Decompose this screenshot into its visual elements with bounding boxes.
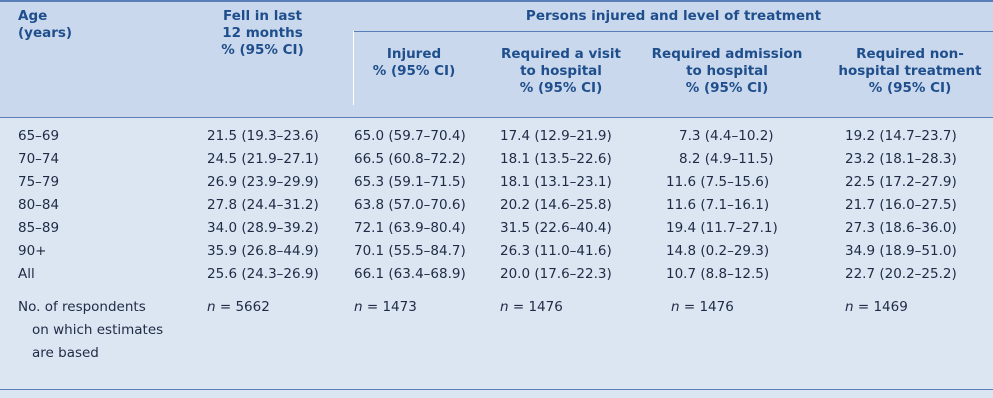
header-visit-line3: % (95% CI) xyxy=(519,80,603,96)
header-injured-line1: Injured xyxy=(386,46,442,62)
header-admission xyxy=(644,46,810,97)
table-row xyxy=(0,194,993,217)
n-value: = 1473 xyxy=(366,299,417,315)
cell-fell: 27.8 (24.4–31.2) xyxy=(207,197,319,213)
cell-nonhospital: 22.5 (17.2–27.9) xyxy=(845,174,957,190)
header-age-line1: Age xyxy=(18,8,48,24)
n-symbol: n xyxy=(354,299,363,315)
cell-admission: 7.3 (4.4–10.2) xyxy=(679,128,774,144)
cell-n-injured xyxy=(354,296,417,319)
cell-visit: 18.1 (13.5–22.6) xyxy=(500,151,612,167)
cell-fell: 24.5 (21.9–27.1) xyxy=(207,151,319,167)
top-rule xyxy=(0,0,993,2)
cell-age: 65–69 xyxy=(18,128,60,144)
table-row xyxy=(0,263,993,286)
cell-fell: 25.6 (24.3–26.9) xyxy=(207,266,319,282)
cell-nonhospital: 21.7 (16.0–27.5) xyxy=(845,197,957,213)
cell-injured: 72.1 (63.9–80.4) xyxy=(354,220,466,236)
cell-nonhospital: 27.3 (18.6–36.0) xyxy=(845,220,957,236)
cell-n-visit xyxy=(500,296,563,319)
cell-admission: 19.4 (11.7–27.1) xyxy=(666,220,778,236)
n-symbol: n xyxy=(500,299,509,315)
cell-age: 80–84 xyxy=(18,197,60,213)
n-value: = 1476 xyxy=(512,299,563,315)
cell-fell: 34.0 (28.9–39.2) xyxy=(207,220,319,236)
cell-nonhospital: 22.7 (20.2–25.2) xyxy=(845,266,957,282)
header-nonhospital-line1: Required non- xyxy=(856,46,964,62)
cell-injured: 70.1 (55.5–84.7) xyxy=(354,243,466,259)
cell-visit: 20.2 (14.6–25.8) xyxy=(500,197,612,213)
cell-injured: 65.3 (59.1–71.5) xyxy=(354,174,466,190)
n-symbol: n xyxy=(671,299,680,315)
cell-fell: 26.9 (23.9–29.9) xyxy=(207,174,319,190)
header-fell-line1: Fell in last xyxy=(223,8,302,24)
table-row xyxy=(0,171,993,194)
table-row xyxy=(0,240,993,263)
cell-injured: 63.8 (57.0–70.6) xyxy=(354,197,466,213)
cell-visit: 20.0 (17.6–22.3) xyxy=(500,266,612,282)
cell-age: 85–89 xyxy=(18,220,60,236)
cell-nonhospital: 19.2 (14.7–23.7) xyxy=(845,128,957,144)
cell-age: 90+ xyxy=(18,243,47,259)
cell-injured: 66.1 (63.4–68.9) xyxy=(354,266,466,282)
cell-fell: 35.9 (26.8–44.9) xyxy=(207,243,319,259)
cell-admission: 14.8 (0.2–29.3) xyxy=(666,243,770,259)
header-admission-line1: Required admission xyxy=(651,46,803,62)
cell-visit: 26.3 (11.0–41.6) xyxy=(500,243,612,259)
header-fell-line3: % (95% CI) xyxy=(221,42,304,58)
header-visit xyxy=(488,46,634,97)
header-admission-line3: % (95% CI) xyxy=(685,80,769,96)
header-fell-line2: 12 months xyxy=(222,25,303,41)
header-group: Persons injured and level of treatment xyxy=(525,8,822,24)
cell-admission: 10.7 (8.8–12.5) xyxy=(666,266,770,282)
cell-nonhospital: 34.9 (18.9–51.0) xyxy=(845,243,957,259)
header-injured xyxy=(358,46,470,80)
group-rule xyxy=(353,31,993,32)
cell-visit: 17.4 (12.9–21.9) xyxy=(500,128,612,144)
table-row xyxy=(0,125,993,148)
header-bottom-rule xyxy=(0,117,993,118)
table-row xyxy=(0,217,993,240)
respondents-label-line2: on which estimates xyxy=(32,322,164,338)
cell-fell: 21.5 (19.3–23.6) xyxy=(207,128,319,144)
header-age-line2: (years) xyxy=(18,25,73,41)
header-nonhospital-line3: % (95% CI) xyxy=(868,80,952,96)
cell-nonhospital: 23.2 (18.1–28.3) xyxy=(845,151,957,167)
header-nonhospital-line2: hospital treatment xyxy=(838,63,982,79)
header-injured-line2: % (95% CI) xyxy=(372,63,456,79)
header-nonhospital xyxy=(832,46,988,97)
n-value: = 1476 xyxy=(683,299,734,315)
cell-age: 70–74 xyxy=(18,151,60,167)
header-visit-line2: to hospital xyxy=(520,63,602,79)
respondents-label-line1: No. of respondents xyxy=(18,299,146,315)
cell-age: 75–79 xyxy=(18,174,60,190)
cell-n-fell xyxy=(207,296,270,319)
n-value: = 5662 xyxy=(219,299,270,315)
respondents-label-line3: are based xyxy=(32,345,99,361)
cell-visit: 31.5 (22.6–40.4) xyxy=(500,220,612,236)
cell-admission: 8.2 (4.9–11.5) xyxy=(679,151,774,167)
cell-n-nonhospital xyxy=(845,296,908,319)
cell-n-admission xyxy=(671,296,734,319)
bottom-rule xyxy=(0,389,993,390)
cell-age: All xyxy=(18,266,35,282)
header-fell xyxy=(205,8,320,59)
cell-visit: 18.1 (13.1–23.1) xyxy=(500,174,612,190)
respondents-row xyxy=(0,296,993,319)
header-age xyxy=(18,8,72,42)
header-admission-line2: to hospital xyxy=(686,63,768,79)
cell-injured: 65.0 (59.7–70.4) xyxy=(354,128,466,144)
n-symbol: n xyxy=(207,299,216,315)
header-visit-line1: Required a visit xyxy=(501,46,621,62)
cell-injured: 66.5 (60.8–72.2) xyxy=(354,151,466,167)
cell-admission: 11.6 (7.5–15.6) xyxy=(666,174,770,190)
table-row xyxy=(0,148,993,171)
group-separator xyxy=(353,31,354,105)
n-symbol: n xyxy=(845,299,854,315)
n-value: = 1469 xyxy=(857,299,908,315)
cell-admission: 11.6 (7.1–16.1) xyxy=(666,197,770,213)
